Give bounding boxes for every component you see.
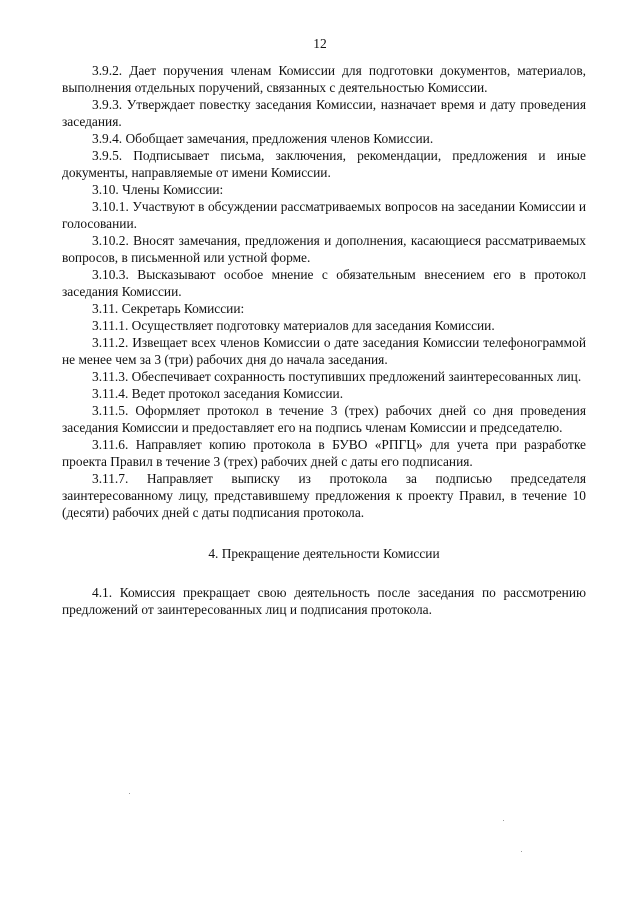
page-number: 12 — [313, 36, 327, 51]
paragraph-3-11-1: 3.11.1. Осуществляет подготовку материалов для заседания Комиссии. — [92, 318, 495, 333]
document-body — [62, 62, 586, 618]
scan-speck — [521, 851, 522, 852]
paragraph-3-11-4: 3.11.4. Ведет протокол заседания Комиссии. — [92, 386, 344, 401]
scan-speck — [129, 793, 130, 794]
paragraph-4-1: 4.1. Комиссия прекращает свою деятельность после заседания по рассмотрению предложений от заинтересованных лиц и подписания протокола. — [62, 585, 586, 617]
section-heading: 4. Прекращение деятельности Комиссии — [208, 546, 440, 561]
paragraph-3-10-3: 3.10.3. Высказывают особое мнение с обязательным внесением его в протокол заседания Комиссии. — [62, 267, 586, 299]
scan-speck — [503, 820, 504, 821]
paragraph-3-11-7: 3.11.7. Направляет выписку из протокола за подписью председателя заинтересованному лицу, представившему предложения к проекту Правил, в течение 10 (десяти) рабочих дней с даты подписания протокола. — [62, 471, 586, 520]
paragraph-3-9-3: 3.9.3. Утверждает повестку заседания Комиссии, назначает время и дату проведения заседания. — [62, 97, 586, 129]
paragraph-3-10: 3.10. Члены Комиссии: — [92, 182, 224, 197]
paragraph-3-11-3: 3.11.3. Обеспечивает сохранность поступивших предложений заинтересованных лиц. — [92, 369, 582, 384]
paragraph-3-11-6: 3.11.6. Направляет копию протокола в БУВО «РПГЦ» для учета при разработке проекта Правил в течение 3 (трех) рабочих дней с даты его подписания. — [62, 437, 586, 469]
paragraph-3-9-5: 3.9.5. Подписывает письма, заключения, рекомендации, предложения и иные документы, направляемые от имени Комиссии. — [62, 148, 586, 180]
paragraph-3-11: 3.11. Секретарь Комиссии: — [92, 301, 245, 316]
paragraph-3-11-5: 3.11.5. Оформляет протокол в течение 3 (трех) рабочих дней со дня проведения заседания Комиссии и предоставляет его на подпись членам Комиссии и председателю. — [62, 403, 586, 435]
paragraph-3-10-1: 3.10.1. Участвуют в обсуждении рассматриваемых вопросов на заседании Комиссии и голосовании. — [62, 199, 586, 231]
paragraph-3-9-4: 3.9.4. Обобщает замечания, предложения членов Комиссии. — [92, 131, 434, 146]
paragraph-3-9-2: 3.9.2. Дает поручения членам Комиссии для подготовки документов, материалов, выполнения отдельных поручений, связанных с деятельностью Комиссии. — [62, 63, 586, 95]
paragraph-3-10-2: 3.10.2. Вносят замечания, предложения и дополнения, касающиеся рассматриваемых вопросов, в письменной или устной форме. — [62, 233, 586, 265]
paragraph-3-11-2: 3.11.2. Извещает всех членов Комиссии о дате заседания Комиссии телефонограммой не менее чем за 3 (три) рабочих дня до начала заседания. — [62, 335, 586, 367]
